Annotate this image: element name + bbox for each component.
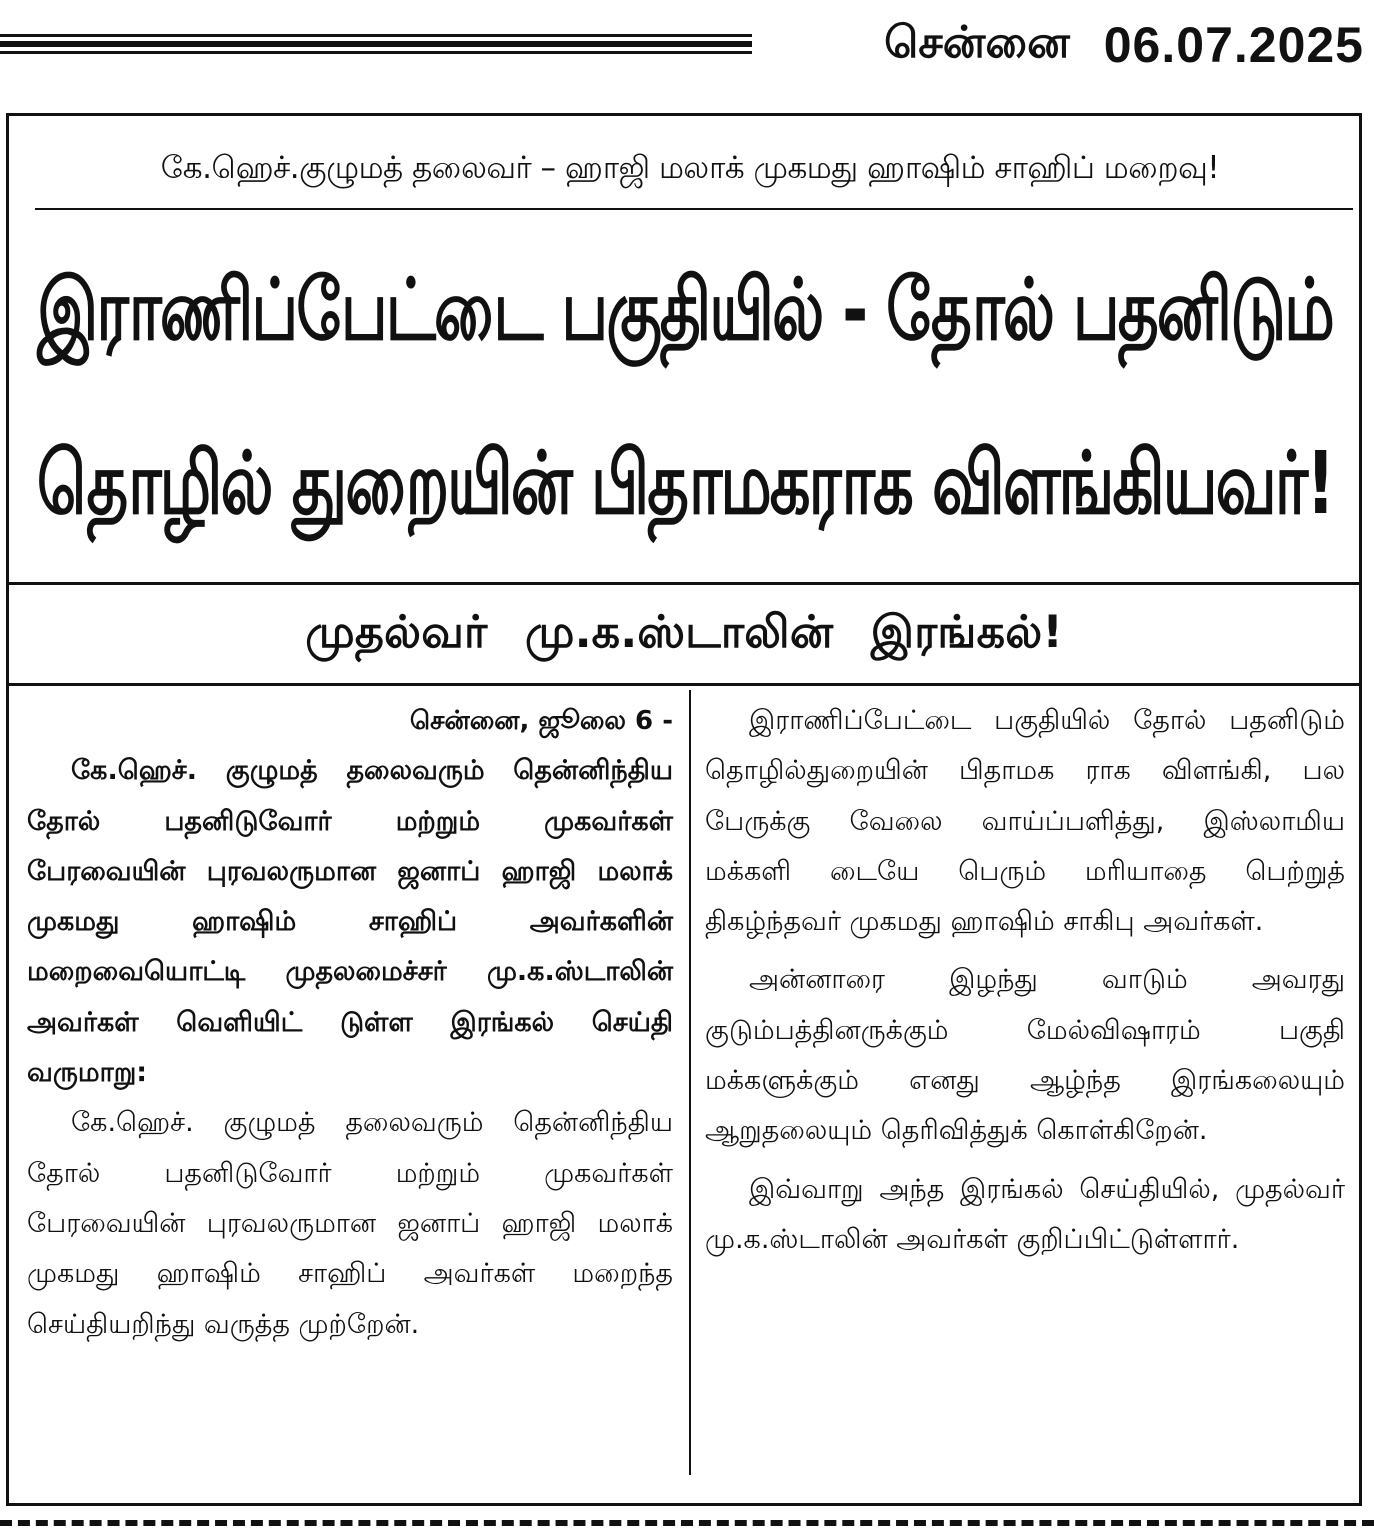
right-column xyxy=(705,696,1345,1265)
subhead-bottom-rule xyxy=(9,683,1359,686)
article-headline xyxy=(19,224,1351,574)
article-dateline: சென்னை, ஜூலை 6 - xyxy=(409,706,673,736)
masthead-text xyxy=(768,10,1364,80)
headline-line-1: இராணிப்பேட்டை பகுதியில் - தோல் பதனிடும் xyxy=(37,260,1333,360)
masthead-rules xyxy=(0,34,752,56)
right-paragraph-2: அன்னாரை இழந்து வாடும் அவரது குடும்பத்தினருக்கும் மேல்விஷாரம் பகுதி மக்களுக்கும் எனது ஆழ்ந்த இரங்கலையும் ஆறுதலையும் தெரிவித்துக் கொள்கிறேன். xyxy=(705,964,1345,1147)
right-paragraph-1: இராணிப்பேட்டை பகுதியில் தோல் பதனிடும் தொழில்துறையின் பிதாமக ராக விளங்கி, பல பேருக்கு வேலை வாய்ப்பளித்து, இஸ்லாமிய மக்களி டையே பெரும் மரியாதை பெற்றுத் திகழ்ந்தவர் முகமது ஹாஷிம் சாகிபு அவர்கள். xyxy=(705,705,1345,938)
masthead xyxy=(0,0,1374,90)
article-frame xyxy=(6,113,1362,1506)
left-paragraph-2: கே.ஹெச். குழுமத் தலைவரும் தென்னிந்திய தோல் பதனிடுவோர் மற்றும் முகவர்கள் பேரவையின் புரவலருமான ஜனாப் ஹாஜி மலாக் முகமது ஹாஷிம் சாஹிப் அவர்கள் மறைந்த செய்தியறிந்து வருத்த முற்றேன். xyxy=(27,1107,673,1340)
article-subhead: முதல்வர் மு.க.ஸ்டாலின் இரங்கல்! xyxy=(305,604,1063,658)
column-divider xyxy=(689,690,691,1475)
masthead-date: 06.07.2025 xyxy=(1103,17,1364,73)
footer-dashed-rule xyxy=(0,1520,1374,1526)
left-column xyxy=(27,696,673,1350)
masthead-city: சென்னை xyxy=(884,16,1070,68)
article-kicker: கே.ஹெச்.குழுமத் தலைவர் – ஹாஜி மலாக் முகமது ஹாஷிம் சாஹிப் மறைவு! xyxy=(160,150,1220,186)
left-paragraph-1: கே.ஹெச். குழுமத் தலைவரும் தென்னிந்திய தோல் பதனிடுவோர் மற்றும் முகவர்கள் பேரவையின் புரவலருமான ஜனாப் ஹாஜி மலாக் முகமது ஹாஷிம் சாஹிப் அவர்களின் மறைவையொட்டி முதலமைச்சர் மு.க.ஸ்டாலின் அவர்கள் வெளியிட் டுள்ள இரங்கல் செய்தி வருமாறு: xyxy=(27,755,673,1089)
right-paragraph-3: இவ்வாறு அந்த இரங்கல் செய்தியில், முதல்வர் மு.க.ஸ்டாலின் அவர்கள் குறிப்பிட்டுள்ளார். xyxy=(705,1173,1345,1255)
headline-line-2: தொழில் துறையின் பிதாமகராக விளங்கியவர்! xyxy=(36,435,1334,535)
kicker-divider xyxy=(35,208,1353,210)
subhead-top-rule xyxy=(9,582,1359,585)
